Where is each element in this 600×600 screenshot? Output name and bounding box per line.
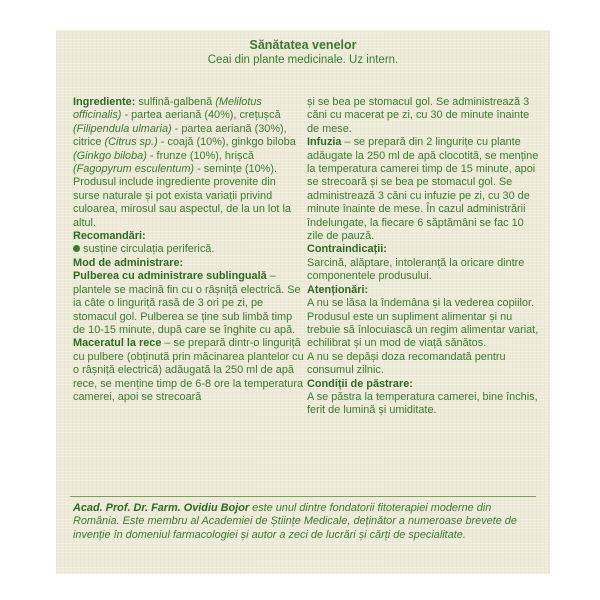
ingredient-text-segment: - semințe (10%). Produsul include ingrediente provenite din surse naturale și pot exista variații privind culoarea, mirosul sau aspectul, de la un lot la altul. [73,163,291,229]
ingredient-latin-name: (Filipendula ulmaria) [73,122,172,135]
right-column [307,96,539,418]
storage-heading: Condiții de păstrare: [307,377,413,390]
ingredients-heading: Ingrediente: [73,96,136,108]
recommend-heading: Recomandări: [73,230,146,243]
recommend-item-text: susține circulația periferică. [83,243,215,256]
powder-paragraph [73,270,305,337]
author-bio: este unul dintre fondatorii fitoterapiei moderne din România. Este membru al Academiei de Științe Medicale, deținător a numeroase brevete de invenție în domeniul farmacologiei și autor a zeci de lucrări și cărți de specialitate. [73,502,517,541]
product-label-panel [56,30,550,574]
ingredient-latin-name: (Melilotus officinalis) [73,96,262,122]
infusion-heading: Infuzia [307,136,342,149]
ingredient-text-segment: - partea aeriană (40%), crețușcă [121,109,281,122]
bullet-icon [73,245,80,252]
ingredient-latin-name: (Ginkgo biloba) [73,149,147,162]
footer-divider [70,496,536,497]
admin-heading: Mod de administrare: [73,256,184,269]
ingredient-text-segment: - coajă (10%), ginkgo biloba [157,136,296,149]
storage-text: A se păstra la temperatura camerei, bine închis, ferit de lumină și umiditate. [307,390,538,417]
warnings-text-1: A nu se lăsa la îndemâna și la vederea copiilor. Produsul este un supliment alimentar și nu trebuie să înlocuiască un regim alimentar variat, echilibrat și un mod de viață sănătos. [307,297,539,350]
ingredient-latin-name: (Citrus sp.) [104,136,158,149]
powder-heading: Pulberea cu administrare sublinguală [73,270,267,283]
product-subtitle: Ceai din plante medicinale. Uz intern. [207,54,399,66]
infusion-text: – se prepară din 2 lingurițe cu plante adăugate la 250 ml de apă clocotită, se menține la temperatura camerei timp de 15 minute, apoi se strecoară și se bea pe stomacul gol. Se administrează 3 căni cu infuzie pe zi, cu 30 de minute înainte de mese. În cazul administrării îndelungate, la fiecare 6 săptămâni se fac 10 zile de pauză. [307,136,539,243]
maceration-text: – se prepară dintr-o linguriță cu pulbere (obținută prin măcinarea plantelor cu o râșniță electrică) adăugată la 250 ml de apă rece, se menține timp de 6-8 ore la temperatura camerei, apoi se strecoară [73,337,304,403]
author-name: Acad. Prof. Dr. Farm. Ovidiu Bojor [73,502,250,514]
ingredients-paragraph [73,96,305,230]
maceration-heading: Maceratul la rece [73,337,162,350]
ingredient-text-segment: - frunze (10%), hrișcă [146,149,254,162]
recommend-item [73,243,305,256]
maceration-continued: și se bea pe stomacul gol. Se administrează 3 căni cu macerat pe zi, cu 30 de minute înainte de mese. [307,96,530,135]
ingredient-latin-name: (Fagopyrum esculentum) [73,163,195,176]
ingredient-text-segment: sulfină-galbenă [135,96,216,108]
infusion-paragraph [307,136,539,243]
powder-text: – plantele se macină fin cu o râșniță electrică. Se ia câte o linguriță rasă de 3 ori pe zi, pe stomacul gol. Pulberea se ține sub limbă timp de 10-15 minute, după care se înghite cu apă. [73,270,301,336]
warnings-heading: Atenționări: [307,283,369,296]
ingredient-text-segment: - partea aeriană (30%), citrice [73,122,287,149]
product-title: Sănătatea venelor [249,38,357,52]
contraindications-heading: Contraindicații: [307,243,387,256]
maceration-paragraph [73,337,305,404]
left-column [73,96,305,404]
author-footer [73,502,537,542]
warnings-text-2: A nu se depăși doza recomandată pentru consumul zilnic. [307,350,506,377]
contraindications-text: Sarcină, alăptare, intoleranță la oricare dintre componentele produsului. [307,256,525,283]
ingredients-text [73,96,296,229]
